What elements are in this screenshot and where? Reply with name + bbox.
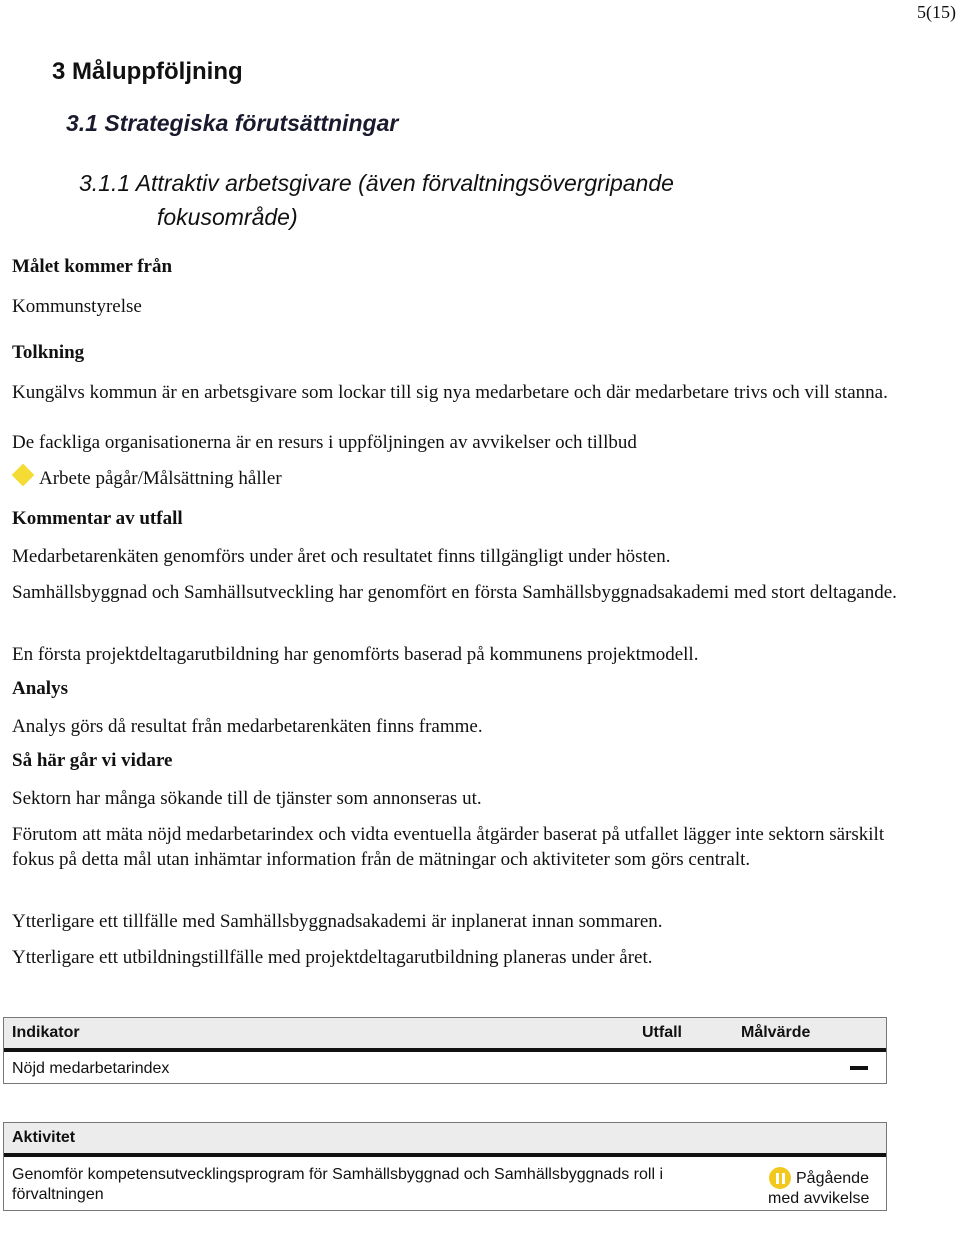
next-steps-paragraph: Ytterligare ett tillfälle med Samhällsbyggnadsakademi är inplanerat innan sommaren. bbox=[12, 911, 663, 932]
activity-status-line2: med avvikelse bbox=[768, 1190, 870, 1207]
interpretation-text: Kungälvs kommun är en arbetsgivare som lockar till sig nya medarbetare och där medarbetare trivs och vill stanna. bbox=[12, 382, 888, 403]
activity-description-line2: förvaltningen bbox=[12, 1186, 104, 1203]
interpretation-label: Tolkning bbox=[12, 342, 85, 363]
next-steps-paragraph: Förutom att mäta nöjd medarbetarindex och vidta eventuella åtgärder baserat på utfallet lägger inte sektorn särskilt fokus på detta mål utan inhämtar information från de mätningar och aktiviteter som görs centralt. bbox=[12, 824, 885, 870]
goal-status-text: Arbete pågår/Målsättning håller bbox=[39, 468, 282, 489]
interpretation-text-2: De fackliga organisationerna är en resurs i uppföljningen av avvikelser och tillbud bbox=[12, 432, 637, 453]
dash-icon bbox=[850, 1066, 868, 1070]
outcome-paragraph: Samhällsbyggnad och Samhällsutveckling har genomfört en första Samhällsbyggnadsakademi med stort deltagande. bbox=[12, 582, 897, 603]
indicator-table-header bbox=[4, 1018, 886, 1052]
yellow-diamond-icon bbox=[12, 464, 35, 487]
heading-level-3-line2: fokusområde) bbox=[157, 204, 298, 230]
page-number: 5(15) bbox=[917, 2, 956, 22]
activity-table bbox=[3, 1122, 887, 1211]
outcome-label: Kommentar av utfall bbox=[12, 508, 183, 529]
heading-level-1: 3 Måluppföljning bbox=[52, 58, 243, 85]
analysis-text: Analys görs då resultat från medarbetarenkäten finns framme. bbox=[12, 716, 483, 737]
goal-status bbox=[12, 468, 282, 490]
table-row bbox=[4, 1052, 886, 1083]
activity-status bbox=[768, 1169, 869, 1209]
activity-status-line1: Pågående bbox=[796, 1170, 869, 1187]
origin-label: Målet kommer från bbox=[12, 256, 173, 277]
column-header-activity: Aktivitet bbox=[12, 1129, 76, 1146]
activity-description bbox=[12, 1165, 663, 1205]
heading-level-3-line1: 3.1.1 Attraktiv arbetsgivare (även förvaltningsövergripande bbox=[79, 170, 674, 196]
heading-level-2: 3.1 Strategiska förutsättningar bbox=[66, 110, 399, 136]
table-row bbox=[4, 1157, 886, 1210]
next-steps-paragraph: Sektorn har många sökande till de tjänster som annonseras ut. bbox=[12, 788, 482, 809]
outcome-paragraph: Medarbetarenkäten genomförs under året och resultatet finns tillgängligt under hösten. bbox=[12, 546, 671, 567]
heading-level-3 bbox=[79, 166, 674, 234]
next-steps-paragraph: Ytterligare ett utbildningstillfälle med projektdeltagarutbildning planeras under året. bbox=[12, 947, 653, 968]
indicator-name: Nöjd medarbetarindex bbox=[12, 1060, 170, 1077]
indicator-table bbox=[3, 1017, 887, 1084]
origin-value: Kommunstyrelse bbox=[12, 296, 142, 317]
next-steps-label: Så här går vi vidare bbox=[12, 750, 173, 771]
column-header-outcome: Utfall bbox=[642, 1024, 682, 1041]
analysis-label: Analys bbox=[12, 678, 68, 699]
activity-description-line1: Genomför kompetensutvecklingsprogram för Samhällsbyggnad och Samhällsbyggnads roll i bbox=[12, 1166, 663, 1183]
activity-table-header bbox=[4, 1123, 886, 1157]
column-header-indicator: Indikator bbox=[12, 1024, 80, 1041]
outcome-paragraph: En första projektdeltagarutbildning har genomförts baserad på kommunens projektmodell. bbox=[12, 644, 699, 665]
column-header-target: Målvärde bbox=[741, 1024, 811, 1041]
